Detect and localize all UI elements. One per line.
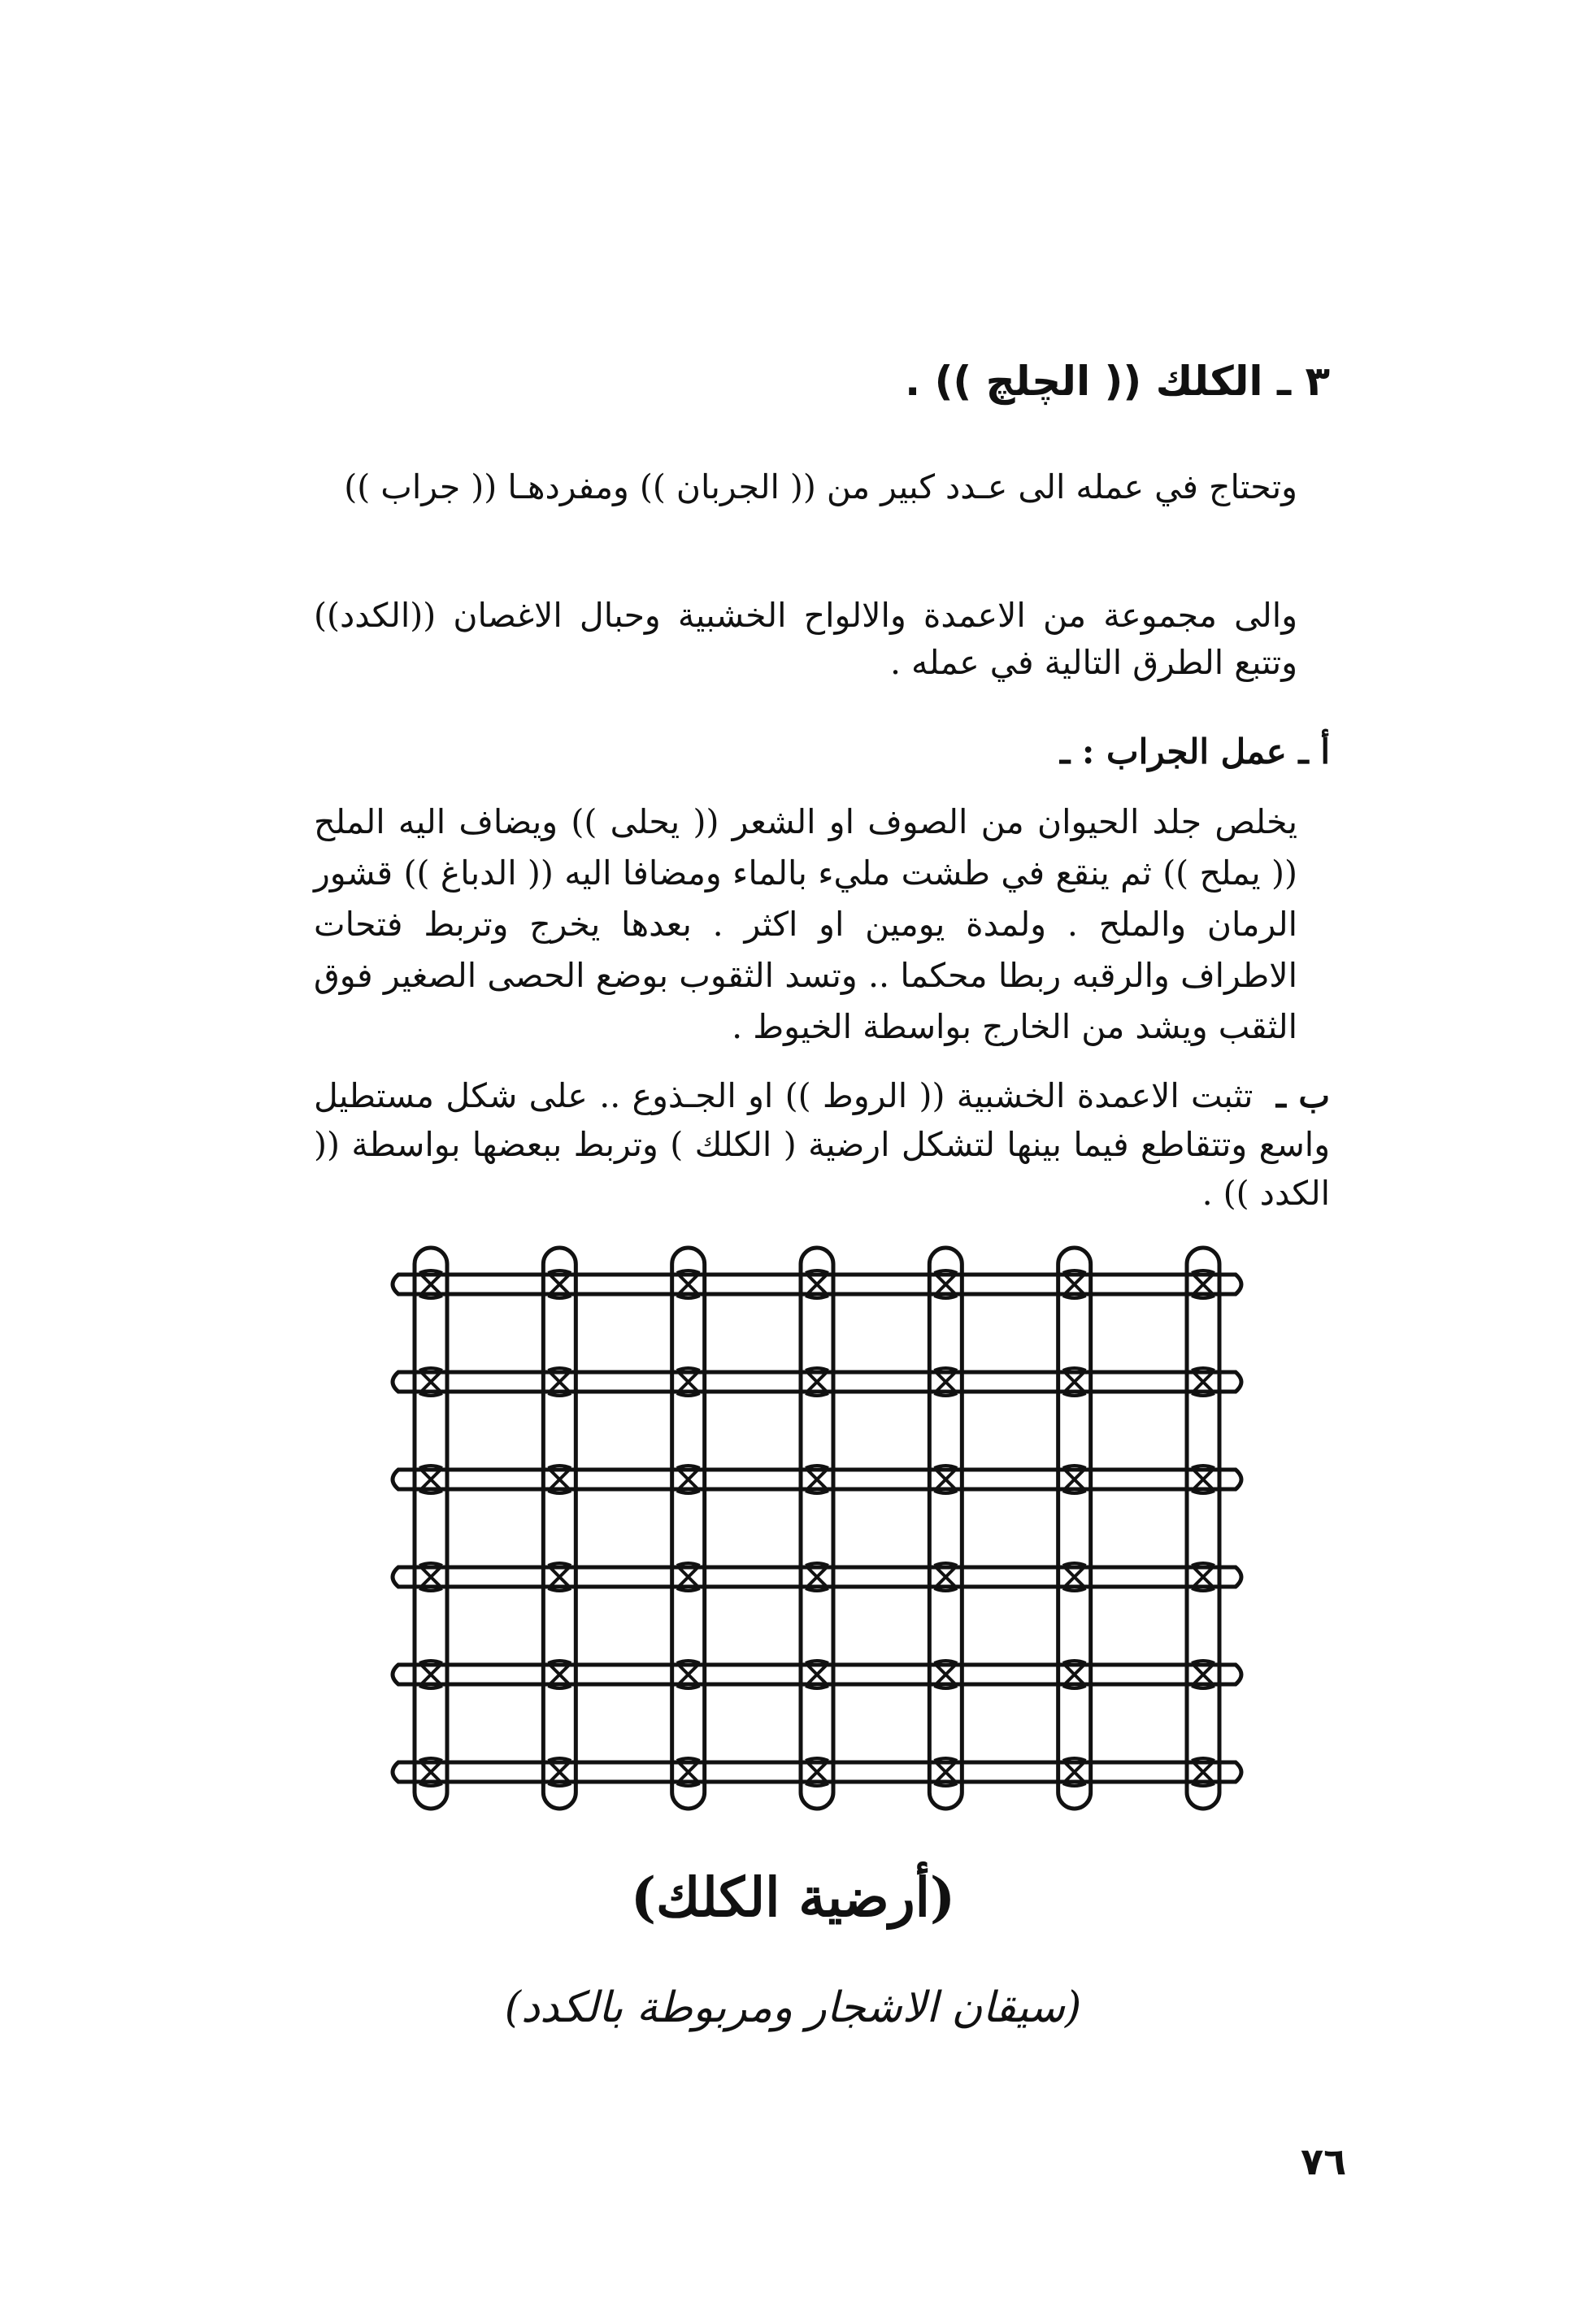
item-b-paragraph — [314, 1071, 1330, 1218]
vertical-pole — [415, 1248, 447, 1809]
vertical-pole — [1058, 1248, 1091, 1809]
section-heading: ٣ ـ الكلك (( الچلچ )) . — [905, 358, 1330, 405]
item-a-heading: أ ـ عمل الجراب : ـ — [1059, 732, 1330, 771]
page-number: ٧٦ — [1301, 2139, 1347, 2183]
intro-paragraph-1: وتحتاج في عمله الى عـدد كبير من (( الجربان )) ومفردهـا (( جراب )) — [344, 467, 1297, 506]
item-b-text: تثبت الاعمدة الخشبية (( الروط )) او الجـذوع .. على شكل مستطيل واسع وتتقاطع فيما بينها لتشكل ارضية ( الكلك ) وتربط ببعضها بواسطة (( الكدد )) . — [314, 1076, 1330, 1213]
vertical-pole — [801, 1248, 833, 1809]
item-a-text: يخلص جلد الحيوان من الصوف او الشعر (( يحلى )) ويضاف اليه الملح (( يملح )) ثم ينقع في طشت مليء بالماء ومضافا اليه (( الدباغ )) قشور الرمان والملح . ولمدة يومين او اكثر . بعدها يخرج وتربط فتحات الاطراف والرقبه ربطا محكما .. وتسد الثقوب بوضع الحصى الصغير فوق الثقب ويشد من الخارج بواسطة الخيوط . — [314, 802, 1297, 1046]
vertical-pole — [543, 1248, 576, 1809]
vertical-poles — [415, 1248, 1219, 1809]
vertical-pole — [929, 1248, 962, 1809]
figure-subtitle: (سيقان الاشجار ومربوطة بالكدد) — [504, 1983, 1082, 2032]
vertical-pole — [1187, 1248, 1219, 1809]
raft-floor-drawing — [350, 1227, 1268, 1845]
figure-title: (أرضية الكلك) — [630, 1866, 956, 1929]
item-b-marker: ب ـ — [1275, 1076, 1330, 1115]
vertical-pole — [672, 1248, 705, 1809]
intro-paragraph-2: والى مجموعة من الاعمدة والالواح الخشبية وحبال الاغصان ((الكدد)) وتتبع الطرق التالية في عمله . — [314, 596, 1297, 682]
